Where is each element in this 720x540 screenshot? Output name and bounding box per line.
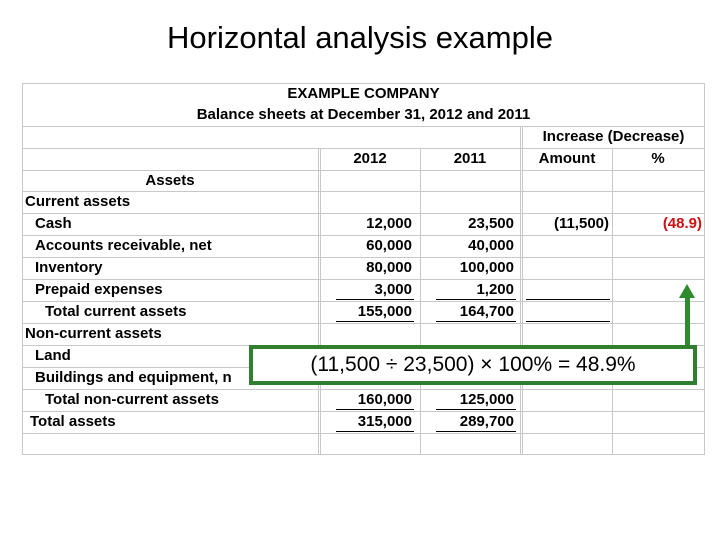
header-assets: Assets <box>145 172 195 189</box>
subtotal-rule <box>336 321 414 322</box>
row-label-total-non-current-assets: Total non-current assets <box>45 391 219 408</box>
tnca-2011: 125,000 <box>459 391 514 408</box>
header-percent: % <box>651 150 665 167</box>
subtotal-rule <box>526 321 610 322</box>
grid-line <box>520 126 521 455</box>
row-label-current-assets: Current assets <box>25 193 131 210</box>
row-label-total-assets: Total assets <box>30 413 116 430</box>
row-label-inventory: Inventory <box>35 259 103 276</box>
row-label-prepaid-expenses: Prepaid expenses <box>35 281 163 298</box>
row-label-non-current-assets: Non-current assets <box>25 325 162 342</box>
header-amount: Amount <box>538 150 596 167</box>
balance-sheet <box>22 83 705 455</box>
ar-2012: 60,000 <box>366 237 412 254</box>
row-label-accounts-receivable: Accounts receivable, net <box>35 237 212 254</box>
subtotal-rule <box>336 409 414 410</box>
prepaid-2012: 3,000 <box>374 281 412 298</box>
grid-line <box>22 433 705 434</box>
ta-2011: 289,700 <box>459 413 514 430</box>
row-label-land: Land <box>35 347 71 364</box>
grid-line <box>22 83 23 455</box>
header-2011: 2011 <box>453 150 487 167</box>
cash-percent: (48.9) <box>662 215 702 232</box>
formula-text: (11,500 ÷ 23,500) × 100% = 48.9% <box>253 349 693 381</box>
company-name: EXAMPLE COMPANY <box>287 85 440 102</box>
row-label-buildings-equipment: Buildings and equipment, n <box>35 369 232 386</box>
inventory-2012: 80,000 <box>366 259 412 276</box>
slide-title: Horizontal analysis example <box>167 20 553 55</box>
formula-callout <box>249 345 697 385</box>
subtotal-rule <box>336 299 414 300</box>
tnca-2012: 160,000 <box>357 391 412 408</box>
ar-2011: 40,000 <box>468 237 514 254</box>
grid-line <box>22 454 705 455</box>
tca-2012: 155,000 <box>357 303 412 320</box>
sheet-subtitle: Balance sheets at December 31, 2012 and 2011 <box>196 106 531 123</box>
total-rule <box>436 431 516 432</box>
tca-2011: 164,700 <box>459 303 514 320</box>
grid-line <box>522 126 523 455</box>
header-2012: 2012 <box>353 150 387 167</box>
subtotal-rule <box>436 409 516 410</box>
row-label-cash: Cash <box>35 215 72 232</box>
subtotal-rule <box>436 321 516 322</box>
total-rule <box>336 431 414 432</box>
prepaid-2011: 1,200 <box>476 281 514 298</box>
header-increase-decrease: Increase (Decrease) <box>542 128 685 145</box>
subtotal-rule <box>436 299 516 300</box>
cash-2012: 12,000 <box>366 215 412 232</box>
cash-amount: (11,500) <box>553 215 609 232</box>
cash-2011: 23,500 <box>468 215 514 232</box>
arrow-shaft <box>685 296 690 352</box>
inventory-2011: 100,000 <box>459 259 514 276</box>
subtotal-rule <box>526 299 610 300</box>
ta-2012: 315,000 <box>357 413 412 430</box>
row-label-total-current-assets: Total current assets <box>45 303 187 320</box>
